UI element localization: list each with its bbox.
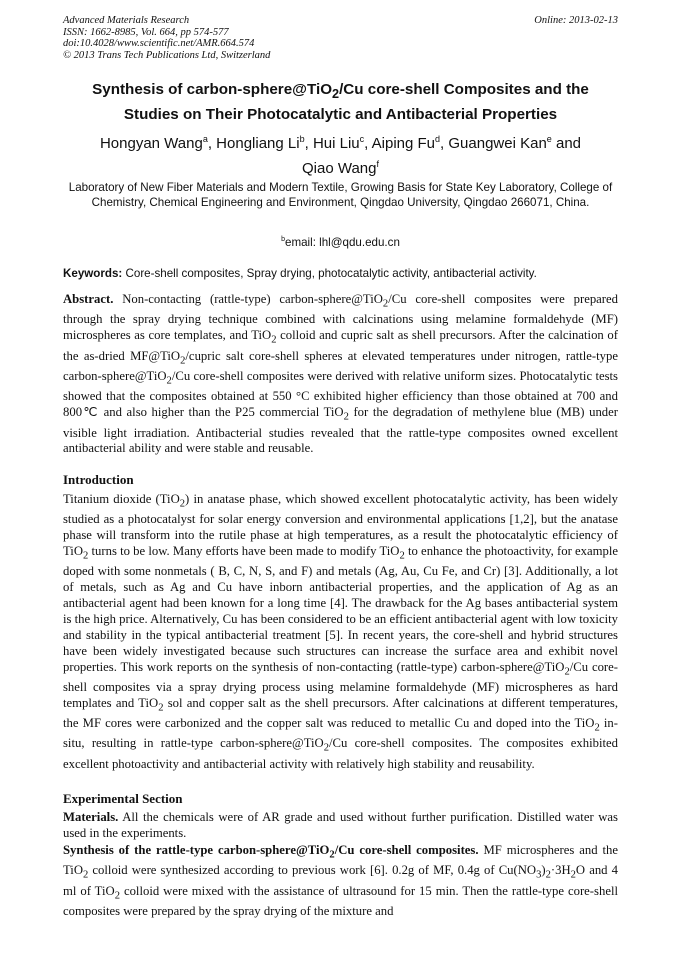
subscript: 2: [382, 298, 389, 310]
author-2: Hongliang Li$^b$,: [216, 134, 313, 152]
keywords-label: Keywords:: [63, 267, 123, 280]
author-list: [63, 129, 618, 179]
subscript: 2: [399, 550, 405, 562]
email-marker: b: [281, 236, 285, 243]
materials-paragraph: [63, 810, 618, 842]
affiliation: Laboratory of New Fiber Materials and Modern Textile, Growing Basis for State Key Laboratory, College of Chemistry, Chemical Engineering and Environment, Qingdao University, Qingdao 266071, China.: [68, 181, 613, 210]
synthesis-label: Synthesis of the rattle-type carbon-sphere@TiO$_2$/Cu core-shell composites.: [63, 843, 479, 861]
email-text: email: lhl@qdu.edu.cn: [285, 235, 400, 249]
keywords-text: Core-shell composites, Spray drying, photocatalytic activity, antibacterial activity.: [122, 267, 537, 280]
materials-text: All the chemicals were of AR grade and used without further purification. Distilled water was used in the experiments.: [63, 810, 618, 840]
synthesis-text: MF microspheres and the TiO$_2$ colloid were synthesized according to previous work [6]. 0.2g of MF, 0.4g of $Cu(NO_3)_2\cdot 3H_2O$ and 4 ml of TiO$_2$ colloid were mixed with the assistance of ultrasound for 15 min. Then the rattle-type core-shell composites were prepared by the spray drying of the mixture and: [63, 843, 618, 919]
subscript: 2: [83, 869, 89, 881]
subscript: 2: [594, 722, 600, 734]
paper-title: [63, 80, 618, 124]
subscript: 2: [570, 869, 576, 881]
keywords: [63, 266, 618, 281]
author-5: Guangwei Kan$^e$ and: [448, 134, 582, 152]
introduction-heading: Introduction: [63, 472, 134, 487]
abstract: [63, 292, 618, 457]
subscript: 2: [83, 550, 89, 562]
subscript: 2: [343, 411, 349, 423]
abstract-label: Abstract.: [63, 292, 114, 306]
abstract-text: Non-contacting (rattle-type) carbon-sphere@TiO$_2$/Cu core-shell composites were prepared through the spray drying technique combined with calcinations using melamine formaldehyde (MF) microspheres as core templates, and TiO$_2$ colloid and cupric salt as shell precursors. After the calcination of the as-dried MF@TiO$_2$/cupric salt core-shell spheres at elevated temperatures under nitrogen, rattle-type carbon-sphere@TiO$_2$/Cu core-shell composites were derived with relative uniform sizes. Photocatalytic tests showed that the composites obtained at 550 °C exhibited higher efficiency than those obtained at 700 and 800℃ and also higher than the P25 commercial TiO$_2$ for the degradation of methylene blue (MB) under visible light irradiation. Antibacterial studies revealed that the rattle-type composites owned excellent antibacterial ability and were stable and reusable.: [63, 292, 618, 456]
materials-label: Materials.: [63, 810, 119, 824]
journal-name: Advanced Materials Research: [63, 15, 190, 26]
doi-line: doi:10.4028/www.scientific.net/AMR.664.574: [63, 38, 255, 50]
subscript: 2: [180, 355, 186, 367]
synthesis-paragraph: [63, 843, 618, 920]
experimental-heading: Experimental Section: [63, 791, 183, 806]
subscript: 3: [536, 869, 542, 881]
subscript: 2: [158, 702, 164, 714]
subscript: 2: [323, 743, 330, 754]
title-subscript: 2: [332, 87, 340, 102]
subscript: 2: [564, 666, 570, 678]
subscript: 2: [179, 498, 186, 510]
subscript: 2: [271, 334, 277, 346]
author-3: Hui Liu$^c$,: [312, 134, 372, 152]
author-6: Qiao Wang$^f$: [302, 159, 379, 177]
author-1: Hongyan Wang$^a$,: [99, 134, 217, 152]
introduction-text: Titanium dioxide (TiO$_2$) in anatase phase, which showed excellent photocatalytic activity, has been widely studied as a photocatalyst for solar energy conversion and environmental applications [1,2], but the anatase phase will transform into the rutile phase at high temperatures, as a result the photocatalytic efficiency of TiO$_2$ turns to be low. Many efforts have been made to modify TiO$_2$ to enhance the photoactivity, for example doped with some nonmetals ( B, C, N, S, and F) and metals (Ag, Au, Cu Fe, and Cr) [3]. Additionally, a lot of metals, such as Ag and Cu have inborn antibacterial properties, and the application of Ag as an antibacterial agent had been known for a long time [4]. The drawback for the Ag bases antibacterial system is the high price. Alternatively, Cu has been considered to be an efficient antibacterial agent with low toxicity and stability in the typical antibacterial treatment [5]. In recent years, the core-shell and hybrid structures have been widely investigated because such structures can increase the surface area and exhibit novel properties. This work reports on the synthesis of non-contacting (rattle-type) carbon-sphere@TiO$_2$/Cu core-shell composites via a spray drying process using melamine formaldehyde (MF) microspheres as hard templates and TiO$_2$ sol and copper salt as the shell precursors. After calcinations at different temperatures, the MF cores were carbonized and the copper salt was reduced to metallic Cu and doped into the TiO$_2$ in-situ, resulting in rattle-type carbon-sphere@TiO$_2$/Cu core-shell composites. The composites exhibited excellent photoactivity and antibacterial activity with relatively high stability and reusability.: [63, 492, 619, 771]
title-part-1: Synthesis of carbon-sphere@TiO: [92, 81, 333, 98]
subscript: 2: [545, 869, 551, 881]
title-part-2: /Cu core-shell Composites and the Studies on Their Photocatalytic and Antibacterial Properties: [123, 81, 589, 123]
author-4: Aiping Fu$^d$,: [371, 134, 449, 152]
journal-header: [63, 15, 618, 61]
subscript: 2: [114, 890, 120, 902]
online-date: Online: 2013-02-13: [534, 15, 618, 26]
issn-line: ISSN: 1662-8985, Vol. 664, pp 574-577: [63, 26, 229, 38]
copyright-line: © 2013 Trans Tech Publications Ltd, Switzerland: [63, 49, 271, 61]
subscript: 2: [329, 849, 335, 861]
subscript: 2: [166, 375, 172, 387]
contact-email: [63, 232, 618, 250]
